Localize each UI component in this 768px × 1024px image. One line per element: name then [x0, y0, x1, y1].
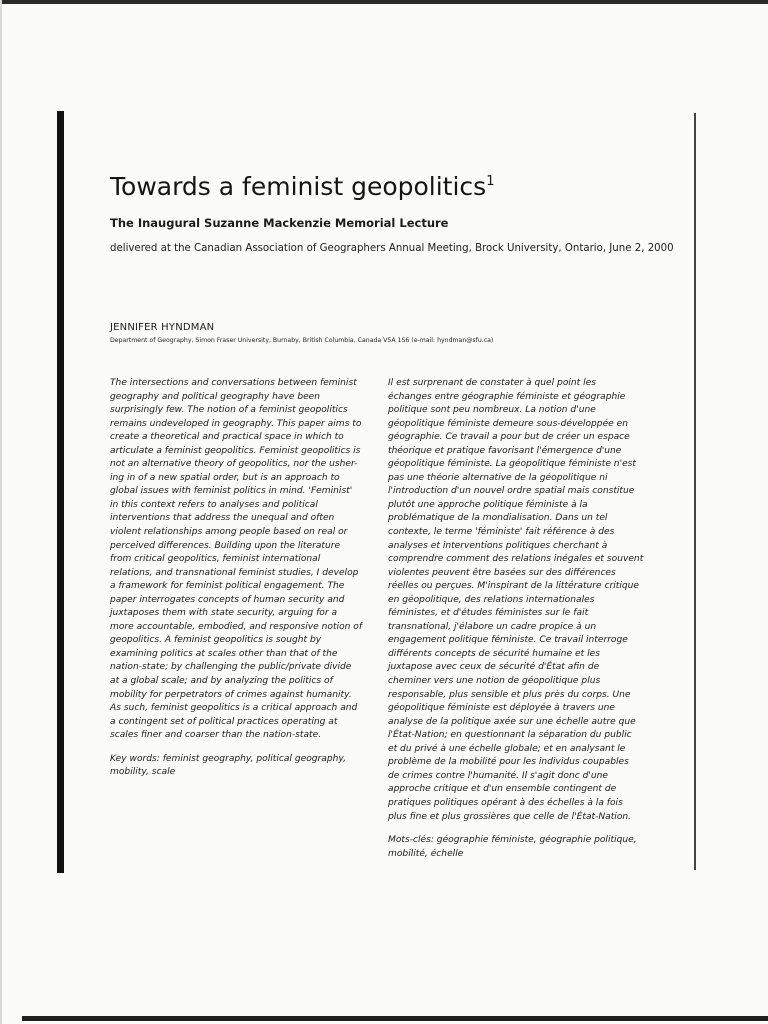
abstract-line: géographie. Ce travail a pour but de créer un espace — [388, 432, 630, 443]
abstract-line: réelles ou perçues. M'inspirant de la littérature critique — [388, 581, 639, 592]
abstract-line: perceived differences. Building upon the literature — [110, 540, 341, 551]
abstract-line: mobility for perpetrators of crimes against humanity. — [110, 689, 352, 700]
paragraph-gap — [110, 743, 372, 753]
abstract-line: geography and political geography have been — [110, 391, 321, 402]
paper-subtitle: The Inaugural Suzanne Mackenzie Memorial Lecture — [110, 216, 449, 230]
abstract-line: a contingent set of political practices operating at — [110, 716, 338, 727]
abstract-line: more accountable, embodied, and responsive notion of — [110, 621, 363, 632]
abstract-english-body — [110, 377, 372, 743]
keywords-line: Key words: feminist geography, political geography, — [110, 753, 346, 764]
scan-border-top — [0, 0, 768, 4]
abstract-line: nation-state; by challenging the public/private divide — [110, 662, 352, 673]
keywords-french — [388, 834, 650, 861]
abstract-line: juxtaposes them with state security, arguing for a — [110, 608, 338, 619]
abstract-line: scales finer and coarser than the nation-state. — [110, 730, 322, 741]
abstract-line: relations, and transnational feminist studies, I develop — [110, 567, 359, 578]
author-name: JENNIFER HYNDMAN — [110, 322, 215, 333]
abstract-french-body — [388, 377, 650, 824]
abstract-line: surprisingly few. The notion of a feminist geopolitics — [110, 405, 348, 416]
scan-edge-left — [0, 0, 2, 1024]
abstract-line: at a global scale; and by analyzing the politics of — [110, 676, 333, 687]
abstract-line: féministes, et d'études féministes sur le fait — [388, 608, 589, 619]
abstract-line: violent relationships among people based on real or — [110, 527, 348, 538]
paper-title — [110, 172, 494, 201]
abstract-line: from critical geopolitics, feminist international — [110, 554, 321, 565]
abstract-line: contexte, le terme 'féministe' fait référence à des — [388, 527, 615, 538]
abstract-line: plus fine et plus grossières que celle de l'État-Nation. — [388, 811, 632, 822]
abstract-english — [110, 377, 372, 780]
abstract-line: pratiques politiques opérant à des échelles à la fois — [388, 797, 623, 808]
abstract-line: The intersections and conversations between feminist — [110, 378, 357, 388]
abstract-line: en géopolitique, des relations internationales — [388, 594, 595, 605]
abstract-line: not an alternative theory of geopolitics, nor the usher- — [110, 459, 358, 470]
abstract-line: analyse de la politique axée sur une échelle autre que — [388, 716, 636, 727]
abstract-line: analyses et interventions politiques cherchant à — [388, 540, 608, 551]
abstract-line: in this context refers to analyses and political — [110, 499, 318, 510]
abstract-line: différents concepts de sécurité humaine et les — [388, 648, 600, 659]
abstract-line: et du privé à une échelle globale; et en analysant le — [388, 743, 626, 754]
keywords-line: Mots-clés: géographie féministe, géographie politique, — [388, 835, 637, 846]
abstract-line: approche critique et d'un ensemble contingent de — [388, 784, 617, 795]
abstract-line: ing in of a new spatial order, but is an approach to — [110, 472, 340, 483]
title-footnote-marker: 1 — [486, 174, 495, 189]
abstract-line: As such, feminist geopolitics is a critical approach and — [110, 703, 358, 714]
keywords-line: mobilité, échelle — [388, 848, 464, 859]
abstract-line: géopolitique féministe. La géopolitique féministe n'est — [388, 459, 636, 470]
abstract-line: articulate a feminist geopolitics. Feminist geopolitics is — [110, 445, 361, 456]
abstract-line: de crimes contre l'humanité. Il s'agit donc d'une — [388, 770, 608, 781]
abstract-line: global issues with feminist politics in mind. 'Feminist' — [110, 486, 353, 497]
paragraph-gap — [388, 824, 650, 834]
abstract-line: remains undeveloped in geography. This paper aims to — [110, 418, 362, 429]
abstract-line: juxtapose avec ceux de sécurité d'État afin de — [388, 662, 600, 673]
scan-border-bottom — [22, 1016, 768, 1021]
delivered-note: delivered at the Canadian Association of Geographers Annual Meeting, Brock University, Ontario, June 2, 2000 — [110, 243, 674, 254]
abstract-line: geopolitics. A feminist geopolitics is sought by — [110, 635, 322, 646]
margin-bar-left — [57, 111, 64, 873]
abstract-line: cheminer vers une notion de géopolitique plus — [388, 676, 601, 687]
abstract-line: interventions that address the unequal and often — [110, 513, 335, 524]
author-affiliation: Department of Geography, Simon Fraser University, Burnaby, British Columbia, Canada V5A 1S6 (e-mail: hyndman@sfu.ca) — [110, 337, 494, 344]
abstract-french — [388, 377, 650, 861]
abstract-line: géopolitique féministe demeure sous-développée en — [388, 418, 629, 429]
abstract-line: échanges entre géographie féministe et géographie — [388, 391, 626, 402]
abstract-line: a framework for feminist political engagement. The — [110, 581, 345, 592]
abstract-line: l'introduction d'un nouvel ordre spatial mais constitue — [388, 486, 635, 497]
abstract-line: problème de la mobilité pour les individus coupables — [388, 757, 629, 768]
abstract-line: examining politics at scales other than that of the — [110, 648, 338, 659]
abstract-line: pas une théorie alternative de la géopolitique ni — [388, 472, 608, 483]
abstract-line: problématique de la mondialisation. Dans un tel — [388, 513, 608, 524]
abstract-line: transnational, j'élabore un cadre propice à un — [388, 621, 597, 632]
paper-title-text: Towards a feminist geopolitics — [110, 172, 487, 201]
abstract-line: paper interrogates concepts of human security and — [110, 594, 345, 605]
abstract-line: comprendre comment des relations inégales et souvent — [388, 554, 644, 565]
abstract-line: engagement politique féministe. Ce travail interroge — [388, 635, 628, 646]
keywords-line: mobility, scale — [110, 767, 176, 778]
abstract-line: plutôt une approche politique féministe à la — [388, 499, 588, 510]
abstract-line: géopolitique féministe est déployée à travers une — [388, 703, 615, 714]
abstract-line: create a theoretical and practical space in which to — [110, 432, 344, 443]
abstract-line: l'État-Nation; en questionnant la séparation du public — [388, 730, 632, 741]
abstract-line: théorique et pratique favorisant l'émergence d'une — [388, 445, 622, 456]
margin-rule-right — [694, 113, 696, 870]
keywords-english — [110, 753, 372, 780]
abstract-line: responsable, plus sensible et plus près du corps. Une — [388, 689, 631, 700]
abstract-line: violentes peuvent être basées sur des différences — [388, 567, 616, 578]
abstract-line: politique sont peu nombreux. La notion d'une — [388, 405, 596, 416]
abstract-line: Il est surprenant de constater à quel point les — [388, 378, 596, 388]
